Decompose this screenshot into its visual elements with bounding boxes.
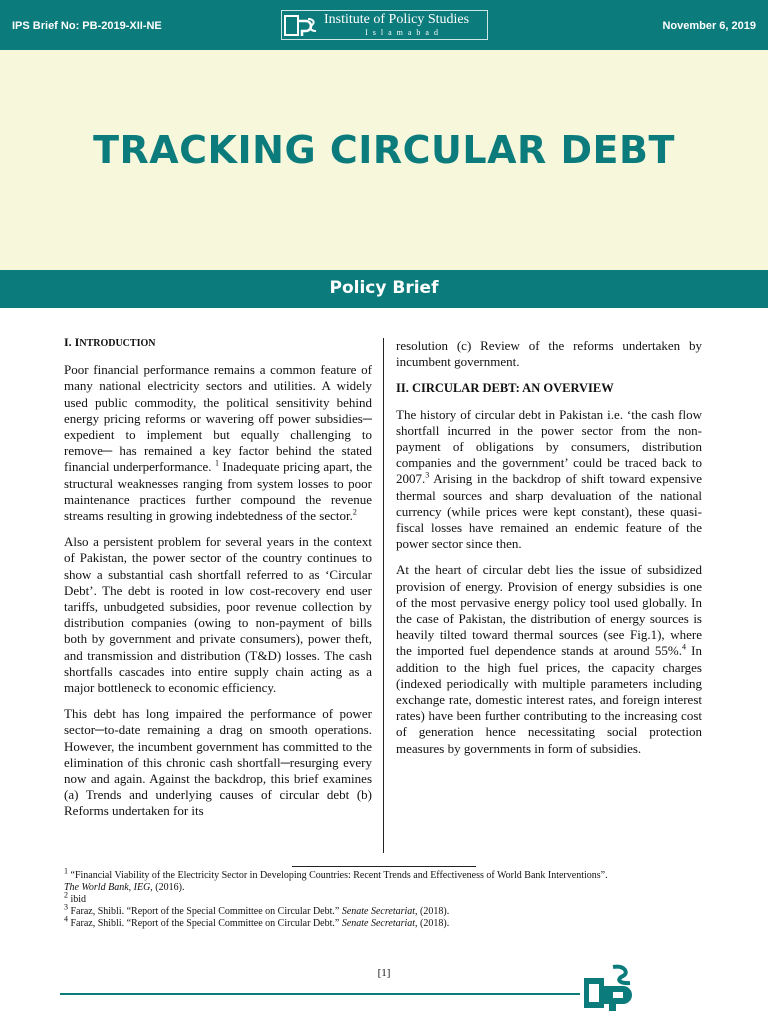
heading-initial: I — [74, 335, 80, 349]
paragraph: Also a persistent problem for several years in the context of Pakistan, the power sector of the country continues to show a substantial cash shortfall referred to as ‘Circular Debt’. The debt is rooted in low cost-recovery end user tariffs, unbudgeted subsidies, poor revenue collection by distribution companies (owing to non-payment of bills both by government and private consumers), power theft, and transmission and distribution (T&D) losses. The cash shortfalls cascades into entire supply chain acting as a major bottleneck to economic efficiency. — [64, 534, 372, 696]
policy-brief-label: Policy Brief — [329, 278, 439, 298]
brief-number: IPS Brief No: PB-2019-XII-NE — [12, 20, 162, 32]
ips-logo-icon — [284, 13, 318, 38]
paragraph: Poor financial performance remains a common feature of many national electricity sectors and utilities. A widely used public commodity, the political sensitivity behind energy pricing reforms or wavering off power subsidies─ expedient to implement but equally challenging to remove─ has remained a key factor behind the stated financial underperformance. $^1$ Inadequate pricing apart, the structural weaknesses ranging from system losses to poor maintenance practices further compound the revenue streams resulting in growing indebtedness of the sector.$^2$ — [64, 362, 373, 524]
footnote-ref: 3 — [425, 471, 430, 481]
footnote-4: $^4$ Faraz, Shibli. “Report of the Special Committee on Circular Debt.” Senate Secretariat, (2018). — [64, 914, 450, 929]
footnote-1: $^1$ “Financial Viability of the Electricity Sector in Developing Countries: Recent Trends and Effectiveness of World Bank Interventions”. The World Bank, IEG, (2016). — [64, 866, 608, 893]
left-column — [64, 334, 372, 830]
right-column — [396, 338, 702, 767]
footer-line — [60, 993, 580, 995]
footnote-ref: 2 — [352, 507, 357, 517]
heading-rest: NTRODUCTION — [79, 338, 156, 349]
ips-logo-icon — [583, 964, 645, 1012]
institute-box — [281, 10, 488, 40]
institute-name: Institute of Policy Studies — [324, 12, 470, 27]
footnote-rule — [292, 866, 476, 867]
footnote-2: $^2$ ibid — [64, 890, 87, 905]
paragraph: The history of circular debt in Pakistan i.e. ‘the cash flow shortfall incurred in the power sector from the non-payment of obligations by consumers, distribution companies and the government’ could be traced back to 2007.$^3$ Arising in the backdrop of shift toward expensive thermal sources and sharp devaluation of the national currency (while prices were kept constant), these quasi-fiscal losses have remained an endemic feature of the power sector since then. — [396, 406, 702, 552]
heading-number: I. — [64, 335, 72, 349]
footnote-ref: 4 — [681, 643, 686, 653]
paragraph: At the heart of circular debt lies the issue of subsidized provision of energy. Provision of energy subsidies is one of the most pervasive energy policy tool used globally. In the case of Pakistan, the distribution of energy sources is heavily tilted toward thermal sources (see Fig.1), where the imported fuel dependence stands at around 55%.$^4$ In addition to the high fuel prices, the capacity charges (indexed periodically with multiple parameters including exchange rate, domestic interest rates, and foreign interest rates) have been further contributing to the increasing cost of generation hence necessitating social protection measures by governments in form of subsidies. — [396, 562, 702, 756]
institute-city: Islamabad — [365, 28, 443, 37]
overview-heading: II. CIRCULAR DEBT: AN OVERVIEW — [396, 381, 614, 396]
paragraph: resolution (c) Review of the reforms undertaken by incumbent government. — [396, 338, 702, 370]
page-title: TRACKING CIRCULAR DEBT — [93, 128, 675, 172]
footnotes — [64, 866, 714, 930]
footnote-ref: 1 — [215, 459, 220, 469]
footnote-3: $^3$ Faraz, Shibli. “Report of the Special Committee on Circular Debt.” Senate Secretariat, (2018). — [64, 902, 450, 917]
paragraph: This debt has long impaired the performance of power sector─to-date remaining a drag on smooth operations. However, the incumbent government has committed to the elimination of this chronic cash shortfall─resurging every now and again. Against the backdrop, this brief examines (a) Trends and underlying causes of circular debt (b) Reforms undertaken for its — [64, 706, 372, 819]
intro-heading — [64, 334, 372, 352]
brief-date: November 6, 2019 — [662, 20, 756, 32]
page-number: [1] — [377, 967, 391, 979]
column-divider — [383, 338, 384, 853]
